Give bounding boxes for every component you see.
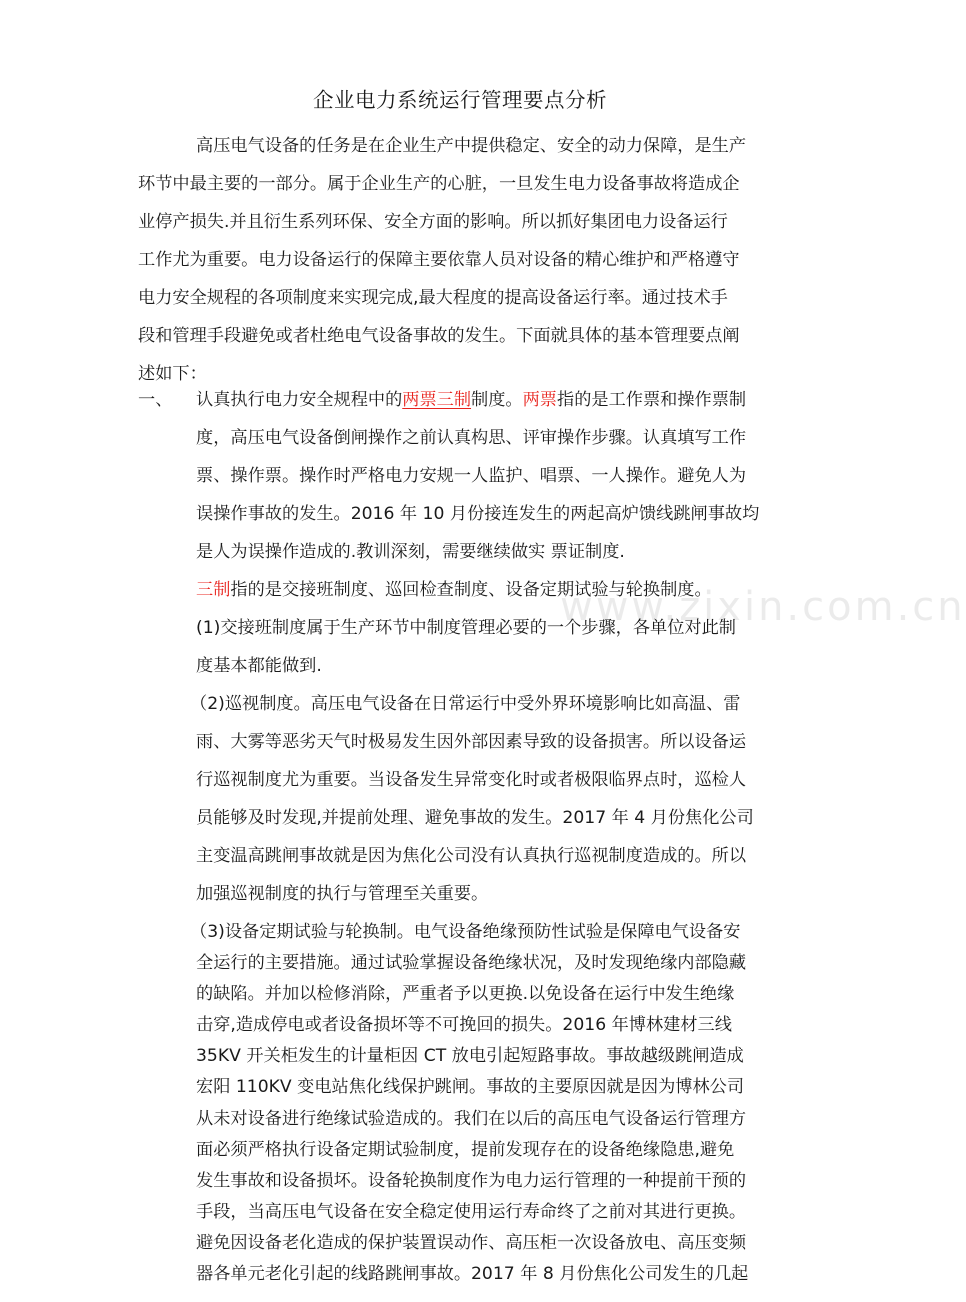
item3-line-1: （3)设备定期试验与轮换制。电气设备绝缘预防性试验是保障电气设备安 [190, 922, 741, 942]
item2-line-5: 主变温高跳闸事故就是因为焦化公司没有认真执行巡视制度造成的。所以 [196, 846, 747, 866]
item3-line-9: 发生事故和设备损坏。设备轮换制度作为电力运行管理的一种提前干预的 [196, 1171, 747, 1191]
section-number: 一、 [138, 390, 173, 410]
sanzhi-text: 指的是交接班制度、巡回检查制度、设备定期试验与轮换制度。 [230, 580, 712, 600]
term-liangpiao: 两票 [522, 390, 557, 410]
item1-line-1: (1)交接班制度属于生产环节中制度管理必要的一个步骤，各单位对此制 [196, 618, 736, 638]
item3-line-6: 宏阳 110KV 变电站焦化线保护跳闸。事故的主要原因就是因为博林公司 [196, 1077, 745, 1097]
item2-line-3: 行巡视制度尤为重要。当设备发生异常变化时或者极限临界点时，巡检人 [196, 770, 747, 790]
item3-line-12: 器各单元老化引起的线路跳闸事故。2017 年 8 月份焦化公司发生的几起 [196, 1264, 749, 1284]
item3-line-4: 击穿,造成停电或者设备损坏等不可挽回的损失。2016 年博林建材三线 [196, 1015, 732, 1035]
intro-line-1: 高压电气设备的任务是在企业生产中提供稳定、安全的动力保障，是生产 [196, 136, 747, 156]
section-line-2: 票、操作票。操作时严格电力安规一人监护、唱票、一人操作。避免人为 [196, 466, 747, 486]
item3-line-3: 的缺陷。并加以检修消除，严重者予以更换.以免设备在运行中发生绝缘 [196, 984, 735, 1004]
section-heading-post: 指的是工作票和操作票制 [557, 390, 747, 410]
item2-line-6: 加强巡视制度的执行与管理至关重要。 [196, 884, 489, 904]
term-liangpiao-sanzhi: 两票三制 [402, 390, 472, 410]
intro-line-3: 业停产损失.并且衍生系列环保、安全方面的影响。所以抓好集团电力设备运行 [138, 212, 728, 232]
section-heading-pre: 认真执行电力安全规程中的 [196, 390, 403, 410]
section-heading-line [196, 384, 746, 416]
item2-line-2: 雨、大雾等恶劣天气时极易发生因外部因素导致的设备损害。所以设备运 [196, 732, 747, 752]
item3-line-10: 手段，当高压电气设备在安全稳定使用运行寿命终了之前对其进行更换。 [196, 1202, 747, 1222]
item3-line-2: 全运行的主要措施。通过试验掌握设备绝缘状况，及时发现绝缘内部隐藏 [196, 953, 747, 973]
watermark: www.zixin.com.cn [560, 584, 966, 630]
item3-line-11: 避免因设备老化造成的保护装置误动作、高压柜一次设备放电、高压变频 [196, 1233, 747, 1253]
item2-line-1: （2)巡视制度。高压电气设备在日常运行中受外界环境影响比如高温、雷 [190, 694, 741, 714]
section-heading-mid: 制度。 [471, 390, 523, 410]
item1-line-2: 度基本都能做到. [196, 656, 322, 676]
intro-line-5: 电力安全规程的各项制度来实现完成,最大程度的提高设备运行率。通过技术手 [138, 288, 728, 308]
item2-line-4: 员能够及时发现,并提前处理、避免事故的发生。2017 年 4 月份焦化公司 [196, 808, 754, 828]
section-line-1: 度，高压电气设备倒闸操作之前认真构思、评审操作步骤。认真填写工作 [196, 428, 747, 448]
intro-line-4: 工作尤为重要。电力设备运行的保障主要依靠人员对设备的精心维护和严格遵守 [138, 250, 740, 270]
sanzhi-line [196, 574, 712, 606]
intro-line-7: 述如下： [138, 364, 207, 384]
section-line-3: 误操作事故的发生。2016 年 10 月份接连发生的两起高炉馈线跳闸事故均 [196, 504, 760, 524]
section-line-4: 是人为误操作造成的.教训深刻，需要继续做实 票证制度. [196, 542, 625, 562]
intro-line-2: 环节中最主要的一部分。属于企业生产的心脏，一旦发生电力设备事故将造成企 [138, 174, 740, 194]
term-sanzhi: 三制 [196, 580, 231, 600]
document-title: 企业电力系统运行管理要点分析 [313, 88, 607, 112]
item3-line-7: 从未对设备进行绝缘试验造成的。我们在以后的高压电气设备运行管理方 [196, 1109, 747, 1129]
intro-line-6: 段和管理手段避免或者杜绝电气设备事故的发生。下面就具体的基本管理要点阐 [138, 326, 740, 346]
item3-line-5: 35KV 开关柜发生的计量柜因 CT 放电引起短路事故。事故越级跳闸造成 [196, 1046, 744, 1066]
item3-line-8: 面必须严格执行设备定期试验制度，提前发现存在的设备绝缘隐患,避免 [196, 1140, 735, 1160]
